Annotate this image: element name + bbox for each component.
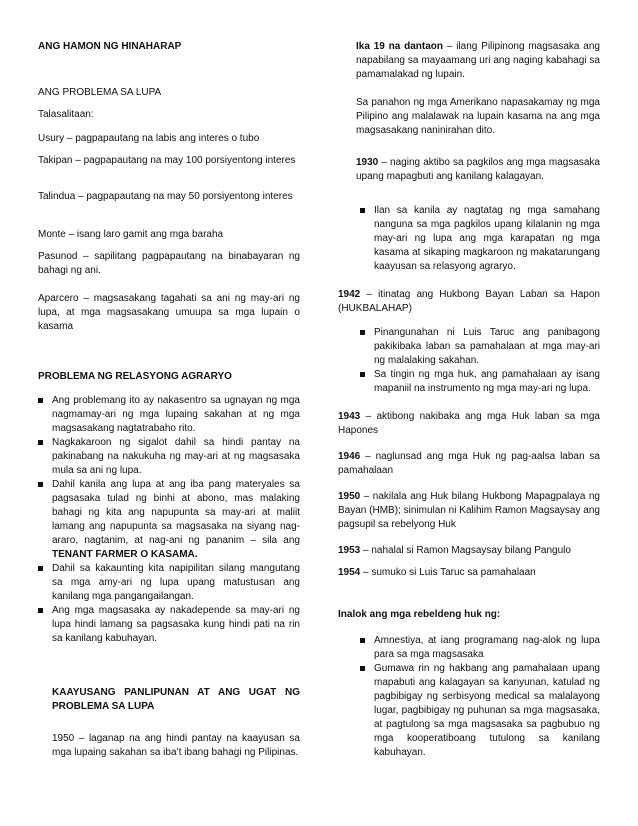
bullet-icon bbox=[360, 372, 365, 377]
term-pasunod: Pasunod – sapilitang pagpapautang na binabayaran ng bahagi ng ani. bbox=[38, 251, 300, 276]
term-takipan: Takipan – pagpapautang na may 100 porsiyentong interes bbox=[38, 155, 296, 166]
term-talindua: Talindua – pagpapautang na may 50 porsiyentong interes bbox=[38, 191, 293, 202]
document-title: ANG HAMON NG HINAHARAP bbox=[38, 41, 182, 52]
section-heading-social-order: KAAYUSANG PANLIPUNAN AT ANG UGAT NG PROBLEMA SA LUPA bbox=[52, 687, 300, 712]
list-item: Nagkakaroon ng sigalot dahil sa hindi pantay na pakinabang na nakukuha ng may-ari at ng magsasaka mula sa ani ng lupa. bbox=[52, 436, 300, 478]
paragraph-19th-century: Ika 19 na dantaon – ilang Pilipinong magsasaka ang napabilang sa mayaamang uri ang naging kabahagi sa pamamalakad ng lupain. bbox=[356, 41, 600, 80]
bullet-list-1930 bbox=[374, 204, 600, 274]
paragraph-1930: 1930 – naging aktibo sa pagkilos ang mga magsasaka upang mapagbuti ang kanilang kalagayan. bbox=[356, 157, 600, 182]
list-item: Gumawa rin ng hakbang ang pamahalaan upang mapabuti ang kalagayan sa kanyunan, katulad ng pagbibigay ng serbisyong medical sa malalayong lugar, pagbibigay ng puhunan sa mga magsasaka, at pagtulong sa mga magsasaka sa pagbubuo ng mga kooperatiboang tutulong sa kanilang kabuhayan. bbox=[374, 662, 600, 760]
paragraph-1954: 1954 – sumuko si Luis Taruc sa pamahalaan bbox=[338, 567, 536, 578]
bullet-icon bbox=[38, 482, 43, 487]
paragraph-1950: 1950 – laganap na ang hindi pantay na kaayusan sa mga lupaing sakahan sa iba’t ibang bahagi ng Pilipinas. bbox=[52, 733, 300, 758]
list-item: Dahil sa kakaunting kita napipilitan silang mangutang sa mga amy-ari ng lupa upang matustusan ang kanilang mga pangangailangan. bbox=[52, 562, 300, 604]
bullet-list-offer bbox=[374, 634, 600, 760]
paragraph-american-period: Sa panahon ng mga Amerikano napasakamay ng mga Pilipino ang malalawak na lupain kasama na ang mga magsasakang naninirahan dito. bbox=[356, 97, 600, 136]
list-item: Pinangunahan ni Luis Taruc ang panibagong pakikibaka laban sa pamahalaan at mga may-ari ng malalaking sakahan. bbox=[374, 326, 600, 368]
list-item: Sa tingin ng mga huk, ang pamahalaan ay isang mapaniil na instrumento ng mga may-ari ng lupa. bbox=[374, 368, 600, 396]
term-usury: Usury – pagpapautang na labis ang interes o tubo bbox=[38, 133, 260, 144]
paragraph-1946: 1946 – naglunsad ang mga Huk ng pag-aalsa laban sa pamahalaan bbox=[338, 451, 600, 476]
paragraph-1950-huk: 1950 – nakilala ang Huk bilang Hukbong Mapagpalaya ng Bayan (HMB); sinimulan ni Kalihim Ramon Magsaysay ang pagsupil sa rebelyong Huk bbox=[338, 491, 600, 530]
term-monte: Monte – isang laro gamit ang mga baraha bbox=[38, 229, 224, 240]
section-heading-land-problem: ANG PROBLEMA SA LUPA bbox=[38, 87, 162, 98]
paragraph-1943: 1943 – aktibong nakibaka ang mga Huk laban sa mga Hapones bbox=[338, 411, 600, 436]
paragraph-1942: 1942 – itinatag ang Hukbong Bayan Laban sa Hapon (HUKBALAHAP) bbox=[338, 289, 600, 314]
glossary-heading: Talasalitaan: bbox=[38, 109, 94, 120]
list-item: Ilan sa kanila ay nagtatag ng mga samahang nanguna sa mga pagkilos upang kilalanin ng mga may-ari ng lupa ang mga karapatan ng mga kasama at sikaping magkaroon ng makatarungang kaayusan sa relasyong agraryo. bbox=[374, 204, 600, 274]
bullet-icon bbox=[360, 208, 365, 213]
bullet-icon bbox=[38, 440, 43, 445]
term-aparcero: Aparcero – magsasakang tagahati sa ani ng may-ari ng lupa, at mga magsasakang umuupa sa mga lupain o kasama bbox=[38, 293, 300, 332]
list-item: Ang mga magsasaka ay nakadepende sa may-ari ng lupa hindi lamang sa pagsasaka kung hindi pati na rin sa kanilang kabuhayan. bbox=[52, 604, 300, 646]
section-heading-agrarian: PROBLEMA NG RELASYONG AGRARYO bbox=[38, 371, 232, 382]
list-item: Amnestiya, at iang programang nag-alok ng lupa para sa mga magsasaka bbox=[374, 634, 600, 662]
bullet-icon bbox=[38, 566, 43, 571]
bullet-icon bbox=[360, 666, 365, 671]
list-item: Ang problemang ito ay nakasentro sa ugnayan ng mga nagmamay-ari ng mga lupaing sakahan at ng mga magsasakang nagtatrabaho rito. bbox=[52, 394, 300, 436]
bullet-icon bbox=[38, 608, 43, 613]
paragraph-1953: 1953 – nahalal si Ramon Magsaysay bilang Pangulo bbox=[338, 545, 571, 556]
tenant-farmer-term: TENANT FARMER O KASAMA. bbox=[52, 549, 198, 560]
section-heading-offer: Inalok ang mga rebeldeng huk ng: bbox=[338, 609, 501, 620]
agrarian-bullet-list bbox=[52, 394, 300, 646]
bullet-icon bbox=[38, 398, 43, 403]
bullet-icon bbox=[360, 638, 365, 643]
bullet-list-1942 bbox=[374, 326, 600, 396]
bullet-icon bbox=[360, 330, 365, 335]
list-item: Dahil kanila ang lupa at ang iba pang materyales sa pagsasaka tulad ng binhi at abono, mas malaking bahagi ng kita ang napupunta sa may-ari at maliit lamang ang napupunta sa magsasaka na siyang nag-araro, nagtanim, at nag-ani ng pananim – sila ang TENANT FARMER O KASAMA. bbox=[52, 478, 300, 562]
